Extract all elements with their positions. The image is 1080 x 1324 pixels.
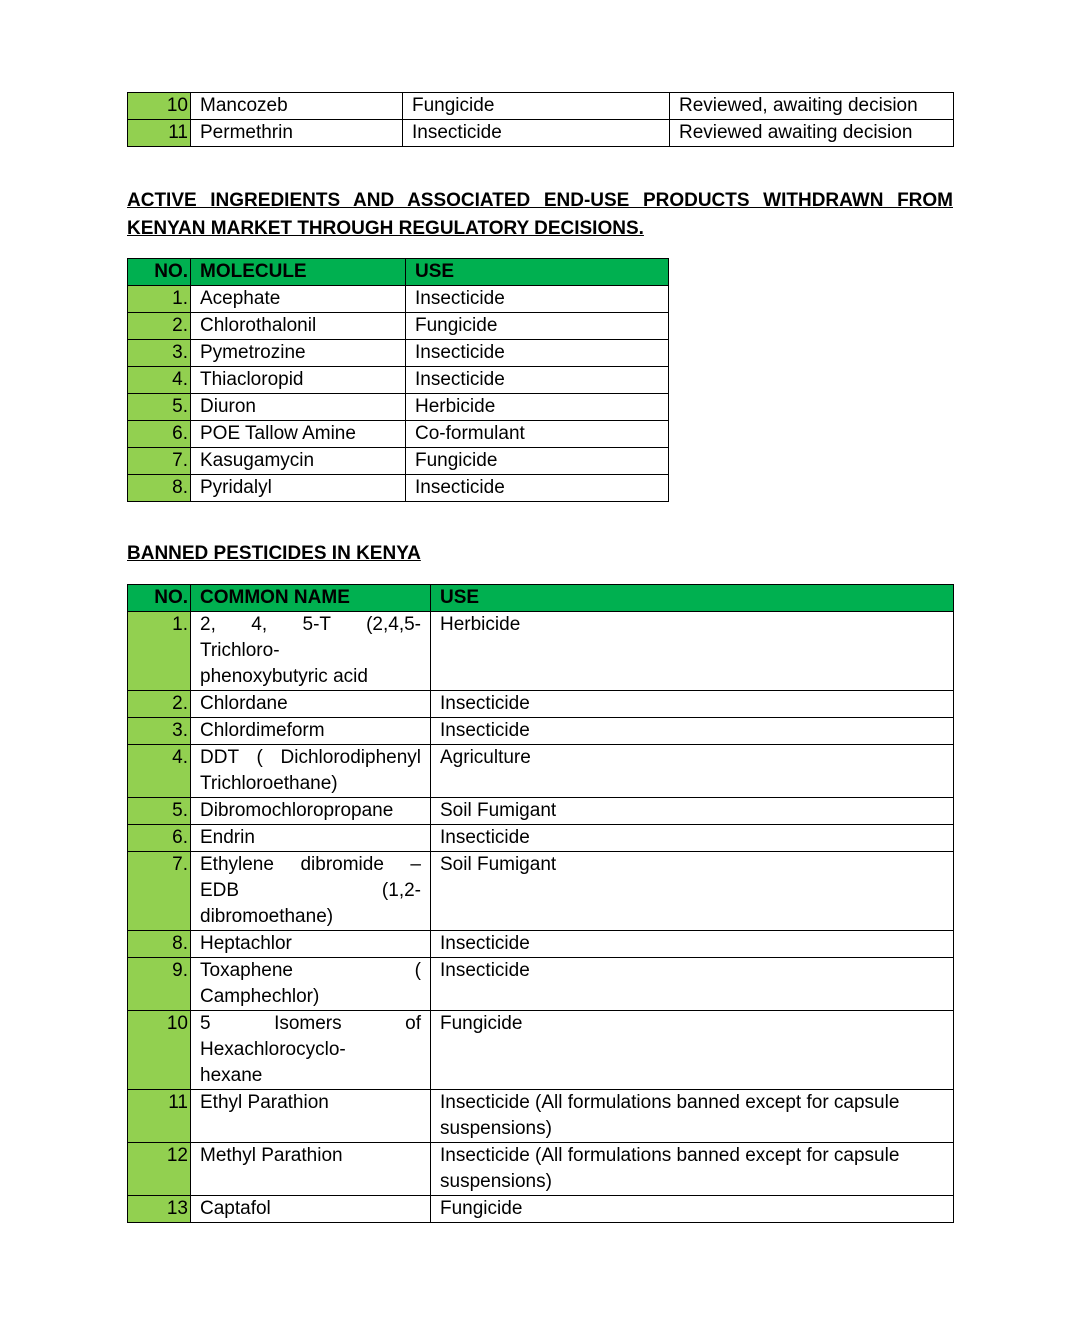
name-line: Chlordimeform	[200, 720, 325, 741]
table-row	[128, 120, 954, 147]
header-common-name: COMMON NAME	[191, 585, 431, 612]
name-line: Dibromochloropropane	[200, 800, 394, 821]
pesticide-name	[191, 798, 431, 825]
row-number: 9.	[128, 958, 191, 1011]
molecule-use: Insecticide	[406, 286, 669, 313]
review-status: Reviewed awaiting decision	[670, 120, 954, 147]
pesticide-use: Insecticide	[431, 691, 954, 718]
name-line: Captafol	[200, 1198, 271, 1219]
pesticide-name	[191, 958, 431, 1011]
pesticide-use: Insecticide	[431, 718, 954, 745]
row-number: 5.	[128, 394, 191, 421]
molecule-use: Insecticide	[406, 340, 669, 367]
molecule-name: Acephate	[191, 286, 406, 313]
molecule-name: Thiacloropid	[191, 367, 406, 394]
header-molecule: MOLECULE	[191, 259, 406, 286]
table-row	[128, 421, 669, 448]
row-number: 7.	[128, 852, 191, 931]
banned-heading: BANNED PESTICIDES IN KENYA	[127, 543, 421, 564]
name-line: Chlordane	[200, 693, 288, 714]
row-number: 10	[128, 93, 191, 120]
header-no: NO.	[128, 259, 191, 286]
ingredient-name: Permethrin	[191, 120, 403, 147]
pesticide-name	[191, 852, 431, 931]
pesticide-name	[191, 1090, 431, 1143]
table-row	[128, 313, 669, 340]
table-row	[128, 448, 669, 475]
row-number: 13	[128, 1196, 191, 1223]
pesticide-use: Fungicide	[431, 1196, 954, 1223]
table-row	[128, 367, 669, 394]
header-use: USE	[406, 259, 669, 286]
molecule-use: Insecticide	[406, 367, 669, 394]
table-header-row	[128, 259, 669, 286]
row-number: 2.	[128, 313, 191, 340]
table-row	[128, 475, 669, 502]
pesticide-use: Fungicide	[431, 1011, 954, 1090]
pesticide-name	[191, 1011, 431, 1090]
table-row	[128, 340, 669, 367]
row-number: 12	[128, 1143, 191, 1196]
name-line: 2, 4, 5-T (2,4,5-	[200, 614, 421, 635]
row-number: 8.	[128, 475, 191, 502]
name-line: dibromoethane)	[200, 906, 334, 927]
pesticide-name	[191, 612, 431, 691]
molecule-name: Pyridalyl	[191, 475, 406, 502]
name-line: Trichloro-	[200, 640, 280, 661]
table-row	[128, 1011, 954, 1090]
table-row	[128, 798, 954, 825]
pesticide-name	[191, 745, 431, 798]
pesticide-use: Herbicide	[431, 612, 954, 691]
molecule-use: Fungicide	[406, 448, 669, 475]
table-row	[128, 718, 954, 745]
row-number: 8.	[128, 931, 191, 958]
pesticide-name	[191, 691, 431, 718]
pesticide-name	[191, 1196, 431, 1223]
molecule-use: Insecticide	[406, 475, 669, 502]
molecule-name: Diuron	[191, 394, 406, 421]
table-row	[128, 93, 954, 120]
pesticide-use: Insecticide (All formulations banned except for capsule suspensions)	[431, 1090, 954, 1143]
table-row	[128, 931, 954, 958]
name-line: Toxaphene (	[200, 960, 421, 981]
molecule-use: Co-formulant	[406, 421, 669, 448]
header-no: NO.	[128, 585, 191, 612]
pesticide-use: Insecticide (All formulations banned except for capsule suspensions)	[431, 1143, 954, 1196]
row-number: 11	[128, 1090, 191, 1143]
withdrawn-heading: ACTIVE INGREDIENTS AND ASSOCIATED END-USE PRODUCTS WITHDRAWN FROM KENYAN MARKET THROUGH REGULATORY DECISIONS.	[127, 190, 953, 239]
table-row	[128, 612, 954, 691]
row-number: 4.	[128, 367, 191, 394]
name-line: hexane	[200, 1065, 263, 1086]
name-line: phenoxybutyric acid	[200, 666, 368, 687]
row-number: 5.	[128, 798, 191, 825]
ingredient-use: Fungicide	[403, 93, 670, 120]
pesticide-use: Soil Fumigant	[431, 852, 954, 931]
pesticide-name	[191, 718, 431, 745]
row-number: 1.	[128, 286, 191, 313]
name-line: Endrin	[200, 827, 255, 848]
row-number: 11	[128, 120, 191, 147]
table-row	[128, 286, 669, 313]
row-number: 10	[128, 1011, 191, 1090]
table-header-row	[128, 585, 954, 612]
row-number: 4.	[128, 745, 191, 798]
name-line: Trichloroethane)	[200, 773, 338, 794]
row-number: 6.	[128, 421, 191, 448]
pesticide-use: Insecticide	[431, 958, 954, 1011]
table-row	[128, 852, 954, 931]
table-row	[128, 958, 954, 1011]
name-line: Heptachlor	[200, 933, 292, 954]
table-row	[128, 1090, 954, 1143]
top-table	[127, 92, 954, 147]
molecule-use: Herbicide	[406, 394, 669, 421]
pesticide-use: Insecticide	[431, 825, 954, 852]
pesticide-name	[191, 825, 431, 852]
banned-table	[127, 584, 954, 1223]
table-row	[128, 1143, 954, 1196]
name-line: EDB (1,2-	[200, 880, 421, 901]
table-row	[128, 745, 954, 798]
molecule-name: POE Tallow Amine	[191, 421, 406, 448]
ingredient-name: Mancozeb	[191, 93, 403, 120]
table-row	[128, 1196, 954, 1223]
header-use: USE	[431, 585, 954, 612]
row-number: 7.	[128, 448, 191, 475]
molecule-name: Chlorothalonil	[191, 313, 406, 340]
table-row	[128, 394, 669, 421]
pesticide-use: Insecticide	[431, 931, 954, 958]
pesticide-name	[191, 931, 431, 958]
pesticide-use: Soil Fumigant	[431, 798, 954, 825]
molecule-name: Pymetrozine	[191, 340, 406, 367]
row-number: 3.	[128, 340, 191, 367]
name-line: 5 Isomers of	[200, 1013, 421, 1034]
table-row	[128, 691, 954, 718]
molecule-name: Kasugamycin	[191, 448, 406, 475]
row-number: 1.	[128, 612, 191, 691]
ingredient-use: Insecticide	[403, 120, 670, 147]
review-status: Reviewed, awaiting decision	[670, 93, 954, 120]
name-line: Hexachlorocyclo-	[200, 1039, 346, 1060]
molecule-use: Fungicide	[406, 313, 669, 340]
name-line: Ethyl Parathion	[200, 1092, 329, 1113]
pesticide-use: Agriculture	[431, 745, 954, 798]
withdrawn-table	[127, 258, 669, 502]
row-number: 3.	[128, 718, 191, 745]
name-line: Ethylene dibromide –	[200, 854, 421, 875]
name-line: DDT ( Dichlorodiphenyl	[200, 747, 421, 768]
name-line: Methyl Parathion	[200, 1145, 343, 1166]
pesticide-name	[191, 1143, 431, 1196]
table-row	[128, 825, 954, 852]
name-line: Camphechlor)	[200, 986, 320, 1007]
row-number: 6.	[128, 825, 191, 852]
row-number: 2.	[128, 691, 191, 718]
